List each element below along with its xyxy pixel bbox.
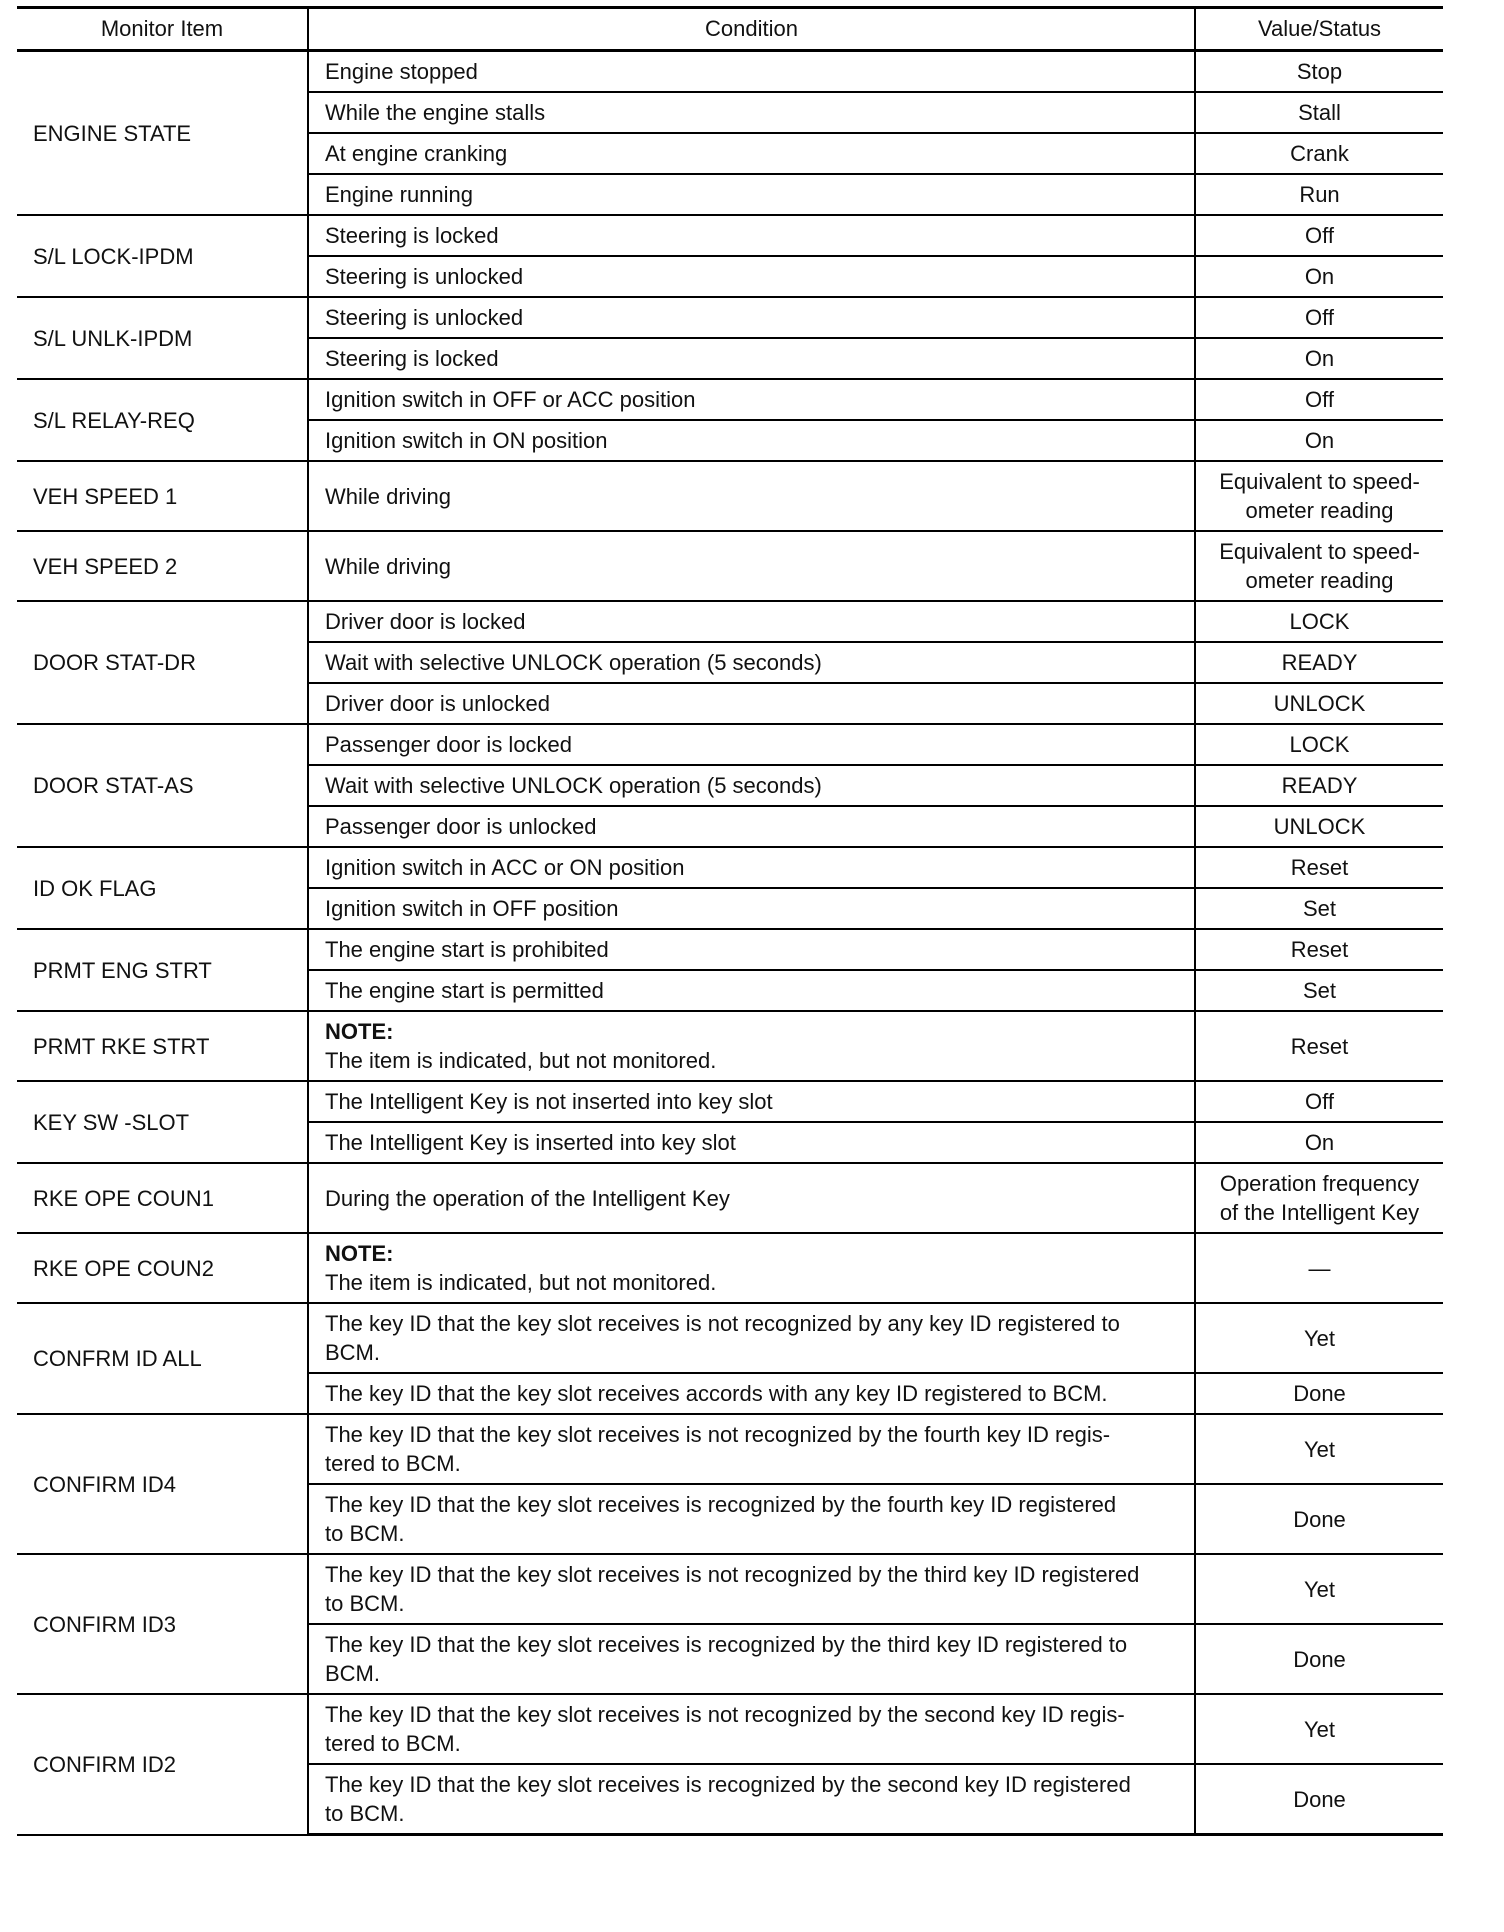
condition-cell bbox=[308, 1484, 1195, 1554]
value-status-cell: On bbox=[1195, 420, 1443, 461]
value-status-cell bbox=[1195, 461, 1443, 531]
condition-cell bbox=[308, 1624, 1195, 1694]
value-status-cell bbox=[1195, 531, 1443, 601]
condition-cell: While driving bbox=[308, 531, 1195, 601]
condition-cell: Driver door is locked bbox=[308, 601, 1195, 642]
value-line: ometer reading bbox=[1245, 498, 1394, 523]
table-row bbox=[17, 297, 1443, 338]
table-row bbox=[17, 1414, 1443, 1484]
monitor-item-cell: ID OK FLAG bbox=[17, 847, 308, 929]
condition-cell: The engine start is permitted bbox=[308, 970, 1195, 1011]
monitor-item-cell: PRMT RKE STRT bbox=[17, 1011, 308, 1081]
note-label: NOTE: bbox=[325, 1241, 394, 1266]
monitor-item-cell: DOOR STAT-DR bbox=[17, 601, 308, 724]
condition-line: The key ID that the key slot receives is not recognized by any key ID registered to bbox=[325, 1311, 1120, 1336]
monitor-item-cell: S/L RELAY-REQ bbox=[17, 379, 308, 461]
value-line: Equivalent to speed- bbox=[1219, 469, 1420, 494]
note-text: The item is indicated, but not monitored. bbox=[325, 1270, 717, 1295]
monitor-item-cell: CONFIRM ID3 bbox=[17, 1554, 308, 1694]
condition-cell: Ignition switch in ACC or ON position bbox=[308, 847, 1195, 888]
condition-line: tered to BCM. bbox=[325, 1731, 461, 1756]
condition-cell: The engine start is prohibited bbox=[308, 929, 1195, 970]
condition-cell: Engine running bbox=[308, 174, 1195, 215]
value-status-cell: Off bbox=[1195, 1081, 1443, 1122]
condition-cell: Ignition switch in OFF or ACC position bbox=[308, 379, 1195, 420]
value-status-cell: Done bbox=[1195, 1624, 1443, 1694]
note-label: NOTE: bbox=[325, 1019, 394, 1044]
value-status-cell: On bbox=[1195, 256, 1443, 297]
condition-line: The key ID that the key slot receives is not recognized by the third key ID registered bbox=[325, 1562, 1140, 1587]
monitor-item-cell: CONFIRM ID4 bbox=[17, 1414, 308, 1554]
value-status-cell: Reset bbox=[1195, 847, 1443, 888]
condition-line: The key ID that the key slot receives is recognized by the fourth key ID registered bbox=[325, 1492, 1117, 1517]
condition-cell: Steering is unlocked bbox=[308, 256, 1195, 297]
condition-line: The key ID that the key slot receives is recognized by the third key ID registered to bbox=[325, 1632, 1128, 1657]
table-row bbox=[17, 847, 1443, 888]
monitor-item-cell: KEY SW -SLOT bbox=[17, 1081, 308, 1163]
value-status-cell: Run bbox=[1195, 174, 1443, 215]
value-status-cell: Reset bbox=[1195, 929, 1443, 970]
table-row bbox=[17, 461, 1443, 531]
value-status-cell: On bbox=[1195, 1122, 1443, 1163]
note-text: The item is indicated, but not monitored. bbox=[325, 1048, 717, 1073]
value-line: ometer reading bbox=[1245, 568, 1394, 593]
condition-cell: While driving bbox=[308, 461, 1195, 531]
table-row bbox=[17, 1303, 1443, 1373]
value-status-cell: Yet bbox=[1195, 1694, 1443, 1764]
value-status-cell: Done bbox=[1195, 1764, 1443, 1835]
condition-line: to BCM. bbox=[325, 1801, 405, 1826]
condition-cell: Steering is locked bbox=[308, 338, 1195, 379]
value-status-cell: Yet bbox=[1195, 1554, 1443, 1624]
condition-line: The key ID that the key slot receives is not recognized by the fourth key ID regis- bbox=[325, 1422, 1111, 1447]
monitor-item-cell: CONFRM ID ALL bbox=[17, 1303, 308, 1414]
value-status-cell: READY bbox=[1195, 642, 1443, 683]
condition-cell bbox=[308, 1011, 1195, 1081]
condition-cell: While the engine stalls bbox=[308, 92, 1195, 133]
monitor-item-cell: VEH SPEED 1 bbox=[17, 461, 308, 531]
monitor-item-cell: RKE OPE COUN1 bbox=[17, 1163, 308, 1233]
header-monitor-item: Monitor Item bbox=[17, 8, 308, 51]
table-row bbox=[17, 1554, 1443, 1624]
condition-cell: During the operation of the Intelligent Key bbox=[308, 1163, 1195, 1233]
monitor-item-table bbox=[17, 6, 1443, 1836]
table-body bbox=[17, 51, 1443, 1835]
condition-cell: The Intelligent Key is not inserted into key slot bbox=[308, 1081, 1195, 1122]
value-status-cell: Yet bbox=[1195, 1414, 1443, 1484]
condition-cell: Steering is unlocked bbox=[308, 297, 1195, 338]
table-row bbox=[17, 531, 1443, 601]
condition-cell bbox=[308, 1414, 1195, 1484]
table-row bbox=[17, 1163, 1443, 1233]
value-status-cell: Yet bbox=[1195, 1303, 1443, 1373]
value-status-cell: — bbox=[1195, 1233, 1443, 1303]
value-status-cell: Reset bbox=[1195, 1011, 1443, 1081]
condition-line: BCM. bbox=[325, 1340, 380, 1365]
condition-cell: Wait with selective UNLOCK operation (5 seconds) bbox=[308, 765, 1195, 806]
table-header-row bbox=[17, 8, 1443, 51]
condition-cell bbox=[308, 1554, 1195, 1624]
value-status-cell: Set bbox=[1195, 970, 1443, 1011]
condition-line: to BCM. bbox=[325, 1591, 405, 1616]
header-value-status: Value/Status bbox=[1195, 8, 1443, 51]
condition-line: BCM. bbox=[325, 1661, 380, 1686]
value-status-cell bbox=[1195, 1163, 1443, 1233]
monitor-item-cell: S/L UNLK-IPDM bbox=[17, 297, 308, 379]
monitor-item-cell: CONFIRM ID2 bbox=[17, 1694, 308, 1835]
value-status-cell: LOCK bbox=[1195, 724, 1443, 765]
value-status-cell: Set bbox=[1195, 888, 1443, 929]
condition-cell: Engine stopped bbox=[308, 51, 1195, 93]
header-condition: Condition bbox=[308, 8, 1195, 51]
table-row bbox=[17, 215, 1443, 256]
condition-cell: Ignition switch in OFF position bbox=[308, 888, 1195, 929]
value-status-cell: Stall bbox=[1195, 92, 1443, 133]
condition-cell bbox=[308, 1303, 1195, 1373]
condition-cell: Wait with selective UNLOCK operation (5 seconds) bbox=[308, 642, 1195, 683]
condition-line: The key ID that the key slot receives is not recognized by the second key ID regis- bbox=[325, 1702, 1125, 1727]
monitor-item-cell: PRMT ENG STRT bbox=[17, 929, 308, 1011]
condition-cell: At engine cranking bbox=[308, 133, 1195, 174]
monitor-item-cell: S/L LOCK-IPDM bbox=[17, 215, 308, 297]
condition-line: tered to BCM. bbox=[325, 1451, 461, 1476]
condition-cell: Ignition switch in ON position bbox=[308, 420, 1195, 461]
table-row bbox=[17, 1081, 1443, 1122]
table-row bbox=[17, 1694, 1443, 1764]
condition-cell: Passenger door is locked bbox=[308, 724, 1195, 765]
condition-cell bbox=[308, 1233, 1195, 1303]
value-status-cell: Done bbox=[1195, 1484, 1443, 1554]
value-status-cell: Off bbox=[1195, 379, 1443, 420]
table-row bbox=[17, 1233, 1443, 1303]
monitor-item-cell: VEH SPEED 2 bbox=[17, 531, 308, 601]
table-row bbox=[17, 724, 1443, 765]
value-status-cell: LOCK bbox=[1195, 601, 1443, 642]
value-status-cell: Stop bbox=[1195, 51, 1443, 93]
condition-cell: The Intelligent Key is inserted into key slot bbox=[308, 1122, 1195, 1163]
value-line: of the Intelligent Key bbox=[1219, 1200, 1420, 1225]
value-status-cell: READY bbox=[1195, 765, 1443, 806]
value-line: Equivalent to speed- bbox=[1219, 539, 1420, 564]
condition-line: to BCM. bbox=[325, 1521, 405, 1546]
value-status-cell: Done bbox=[1195, 1373, 1443, 1414]
value-status-cell: On bbox=[1195, 338, 1443, 379]
condition-cell bbox=[308, 1764, 1195, 1835]
table-row bbox=[17, 51, 1443, 93]
value-line: Operation frequency bbox=[1219, 1171, 1420, 1196]
condition-cell: Passenger door is unlocked bbox=[308, 806, 1195, 847]
condition-line: The key ID that the key slot receives is recognized by the second key ID registered bbox=[325, 1772, 1131, 1797]
monitor-item-cell: ENGINE STATE bbox=[17, 51, 308, 216]
condition-cell: Driver door is unlocked bbox=[308, 683, 1195, 724]
value-status-cell: Off bbox=[1195, 215, 1443, 256]
value-status-cell: Off bbox=[1195, 297, 1443, 338]
value-status-cell: UNLOCK bbox=[1195, 806, 1443, 847]
condition-cell bbox=[308, 1694, 1195, 1764]
condition-cell: The key ID that the key slot receives accords with any key ID registered to BCM. bbox=[308, 1373, 1195, 1414]
monitor-item-cell: RKE OPE COUN2 bbox=[17, 1233, 308, 1303]
table-row bbox=[17, 929, 1443, 970]
table-row bbox=[17, 601, 1443, 642]
condition-cell: Steering is locked bbox=[308, 215, 1195, 256]
monitor-item-cell: DOOR STAT-AS bbox=[17, 724, 308, 847]
value-status-cell: UNLOCK bbox=[1195, 683, 1443, 724]
value-status-cell: Crank bbox=[1195, 133, 1443, 174]
table-row bbox=[17, 379, 1443, 420]
table-row bbox=[17, 1011, 1443, 1081]
